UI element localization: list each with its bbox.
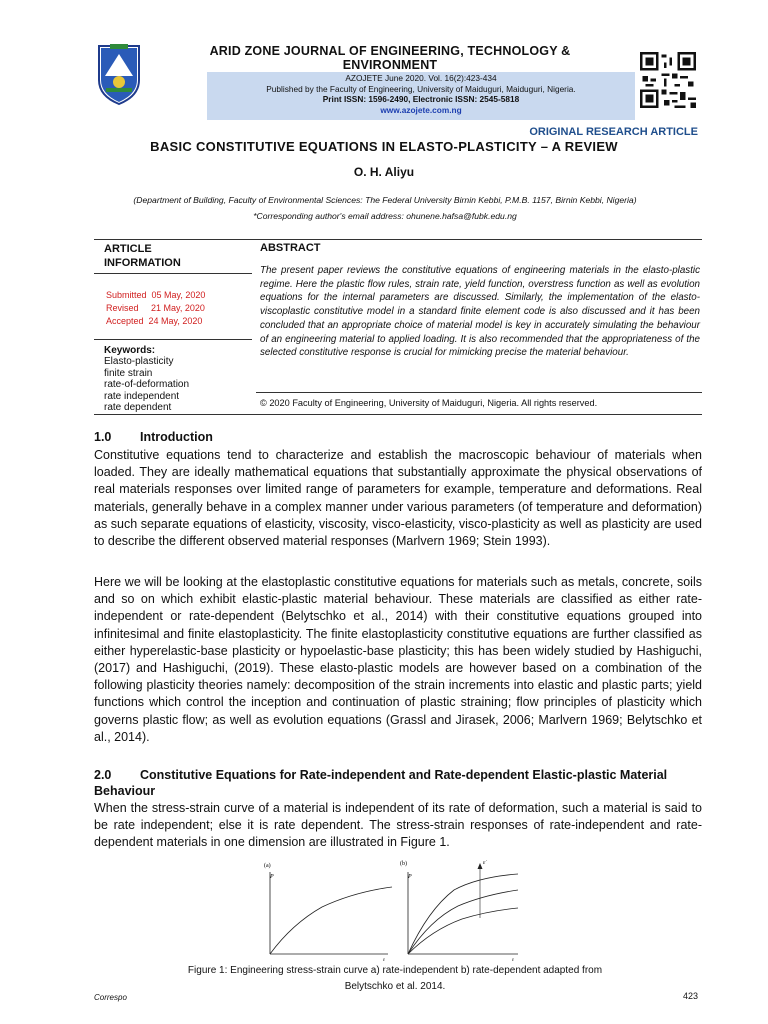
article-info-heading-1: ARTICLE xyxy=(104,243,152,255)
affiliation-text: (Department of Building, Faculty of Environmental Sciences: The Federal University Birnin Kebbi, P.M.B. 1157, Birnin Kebbi, Nigeria) xyxy=(133,195,637,205)
caption-line-1: Figure 1: Engineering stress-strain curve a) rate-independent b) rate-dependent adapted from xyxy=(187,965,603,976)
keywords-list xyxy=(104,356,254,414)
info-top-rule xyxy=(94,239,702,240)
info-left-rule xyxy=(94,273,252,274)
revised-date: Revised 21 May, 2020 xyxy=(106,303,205,313)
info-left-rule-2 xyxy=(94,339,252,340)
panel-b-y-label: P xyxy=(408,874,412,880)
page-number: 423 xyxy=(682,991,698,1001)
figure-1-stress-strain xyxy=(258,858,518,963)
section-2-number: 2.0 xyxy=(94,768,112,782)
section-1-paragraph-2: Here we will be looking at the elastoplastic constitutive equations for materials such as metals, concrete, soils and so on which exhibit elastic-plastic material behaviour. These materials are classified as either rate-independent or rate-dependent (Belytschko et al., 2014) with their constitutive equations grouped into infinitesimal and finite elastoplasticity. The finite elastoplasticity constitutive equations are further classified as either hyperelastic-base plasticity or hypoelastic-base plasticity; this has been widely studied by Hashiguchi, (2017) and Hashiguchi, (2019). These elasto-plastic models are however based on a combination of the following plasticity theories namely: decomposition of the strain increments into elastic and plastic parts; yield functions which control the inception and continuation of plastic straining; flow principles of plasticity which governs plastic flow; as well as evolution equations (Grassl and Jirasek, 2006; Marlvern 1969; Belytschko et al., 2014). xyxy=(94,575,702,744)
journal-title-line1: ARID ZONE JOURNAL OF ENGINEERING, TECHNOLOGY & xyxy=(209,44,571,58)
keyword-item: finite strain xyxy=(104,367,153,379)
section-1-number: 1.0 xyxy=(94,430,112,444)
section-2-heading xyxy=(94,767,702,799)
keyword-item: rate dependent xyxy=(104,402,172,413)
info-bottom-rule xyxy=(94,414,702,415)
paper-title: BASIC CONSTITUTIVE EQUATIONS IN ELASTO-PLASTICITY – A REVIEW xyxy=(150,139,618,154)
footer-left-text: Correspo xyxy=(94,993,127,1002)
keyword-item: rate-of-deformation xyxy=(104,379,190,390)
panel-b-label: (b) xyxy=(400,861,407,867)
section-1-heading xyxy=(94,430,213,444)
author-name: O. H. Aliyu xyxy=(353,165,415,179)
keywords-heading: Keywords: xyxy=(104,345,156,356)
caption-line-2: Belytschko et al. 2014. xyxy=(344,981,446,992)
journal-logo-shield-icon xyxy=(96,42,142,106)
panel-b-rate-label: ε̇ xyxy=(483,860,486,866)
affiliation-block xyxy=(60,192,710,224)
keyword-item: Elasto-plasticity xyxy=(104,356,174,367)
panel-b-curve-mid-rate xyxy=(408,890,518,954)
qr-code-icon xyxy=(640,52,696,108)
copyright-notice: © 2020 Faculty of Engineering, University of Maiduguri, Nigeria. All rights reserved. xyxy=(260,398,598,408)
section-2-title: Constitutive Equations for Rate-independent and Rate-dependent Elastic-plastic Material Behaviour xyxy=(94,768,668,798)
publication-info-box xyxy=(207,72,635,120)
article-dates xyxy=(106,289,256,328)
accepted-date: Accepted 24 May, 2020 xyxy=(106,316,203,326)
corresponding-email: *Corresponding author's email address: ohunene.hafsa@fubk.edu.ng xyxy=(253,211,517,221)
panel-a-curve xyxy=(270,887,392,954)
article-info-heading-2: INFORMATION xyxy=(104,257,181,269)
issn-line: Print ISSN: 1596-2490, Electronic ISSN: 2545-5818 xyxy=(322,94,520,104)
article-type-label: ORIGINAL RESEARCH ARTICLE xyxy=(529,126,698,138)
keyword-item: rate independent xyxy=(104,390,180,402)
abstract-heading: ABSTRACT xyxy=(260,242,321,254)
journal-url-link[interactable]: www.azojete.com.ng xyxy=(380,104,462,115)
article-info-heading xyxy=(104,242,254,270)
journal-title xyxy=(150,44,630,72)
abstract-bottom-rule xyxy=(256,392,702,393)
panel-b-x-label: ε xyxy=(512,958,515,963)
publisher-line: Published by the Faculty of Engineering, University of Maiduguri, Maiduguri, Nigeria. xyxy=(266,83,576,94)
panel-a-x-label: ε xyxy=(383,958,386,963)
section-1-paragraph-1: Constitutive equations tend to characterize and establish the macroscopic behaviour of materials when loaded. They are ideally mathematical equations that substantially approximate the physical observations of real materials responses over limited range of parameters for example, temperature and deformations. Real materials, generally behave in a complex manner under various parameters (of temperature and deformation) as such separate equations of elasticity, viscosity, visco-elasticity, visco-plasticity as well as plasticity are used to describe the different observed material responses (Marlvern 1969; Stein 1993). xyxy=(94,448,702,549)
panel-a-label: (a) xyxy=(264,863,271,869)
volume-line: AZOJETE June 2020. Vol. 16(2):423-434 xyxy=(345,73,497,83)
submitted-date: Submitted 05 May, 2020 xyxy=(106,290,206,300)
section-1-title: Introduction xyxy=(140,430,213,444)
panel-b-curve-low-rate xyxy=(408,908,518,954)
section-2-paragraph-1: When the stress-strain curve of a material is independent of its rate of deformation, such a material is said to be rate independent; else it is rate dependent. The stress-strain responses of rate-independent and rate-dependent materials in one dimension are illustrated in Figure 1. xyxy=(94,801,702,850)
panel-b-rate-arrowhead xyxy=(478,863,483,869)
panel-b-curve-high-rate xyxy=(408,874,518,954)
figure-1-caption xyxy=(130,963,660,995)
abstract-text: The present paper reviews the constitutive equations of engineering materials in the elasto-plastic regime. Here the plastic flow rules, strain rate, yield function, overstress function as well as evolution equations for the internal parameters are discussed. Similarly, the implementation of the elasto-viscoplastic constitutive model in a standard finite element code is also discussed and it has been concluded that an appropriate choice of material model is key in accurately simulating the behaviour of an engineering material to applied loading. It is also recommended that the appropriateness of the selected constitutive response is crucial for mimicking precise the material behaviour. xyxy=(260,265,700,359)
panel-a-y-label: P xyxy=(270,874,274,880)
journal-title-line2: ENVIRONMENT xyxy=(342,58,438,72)
